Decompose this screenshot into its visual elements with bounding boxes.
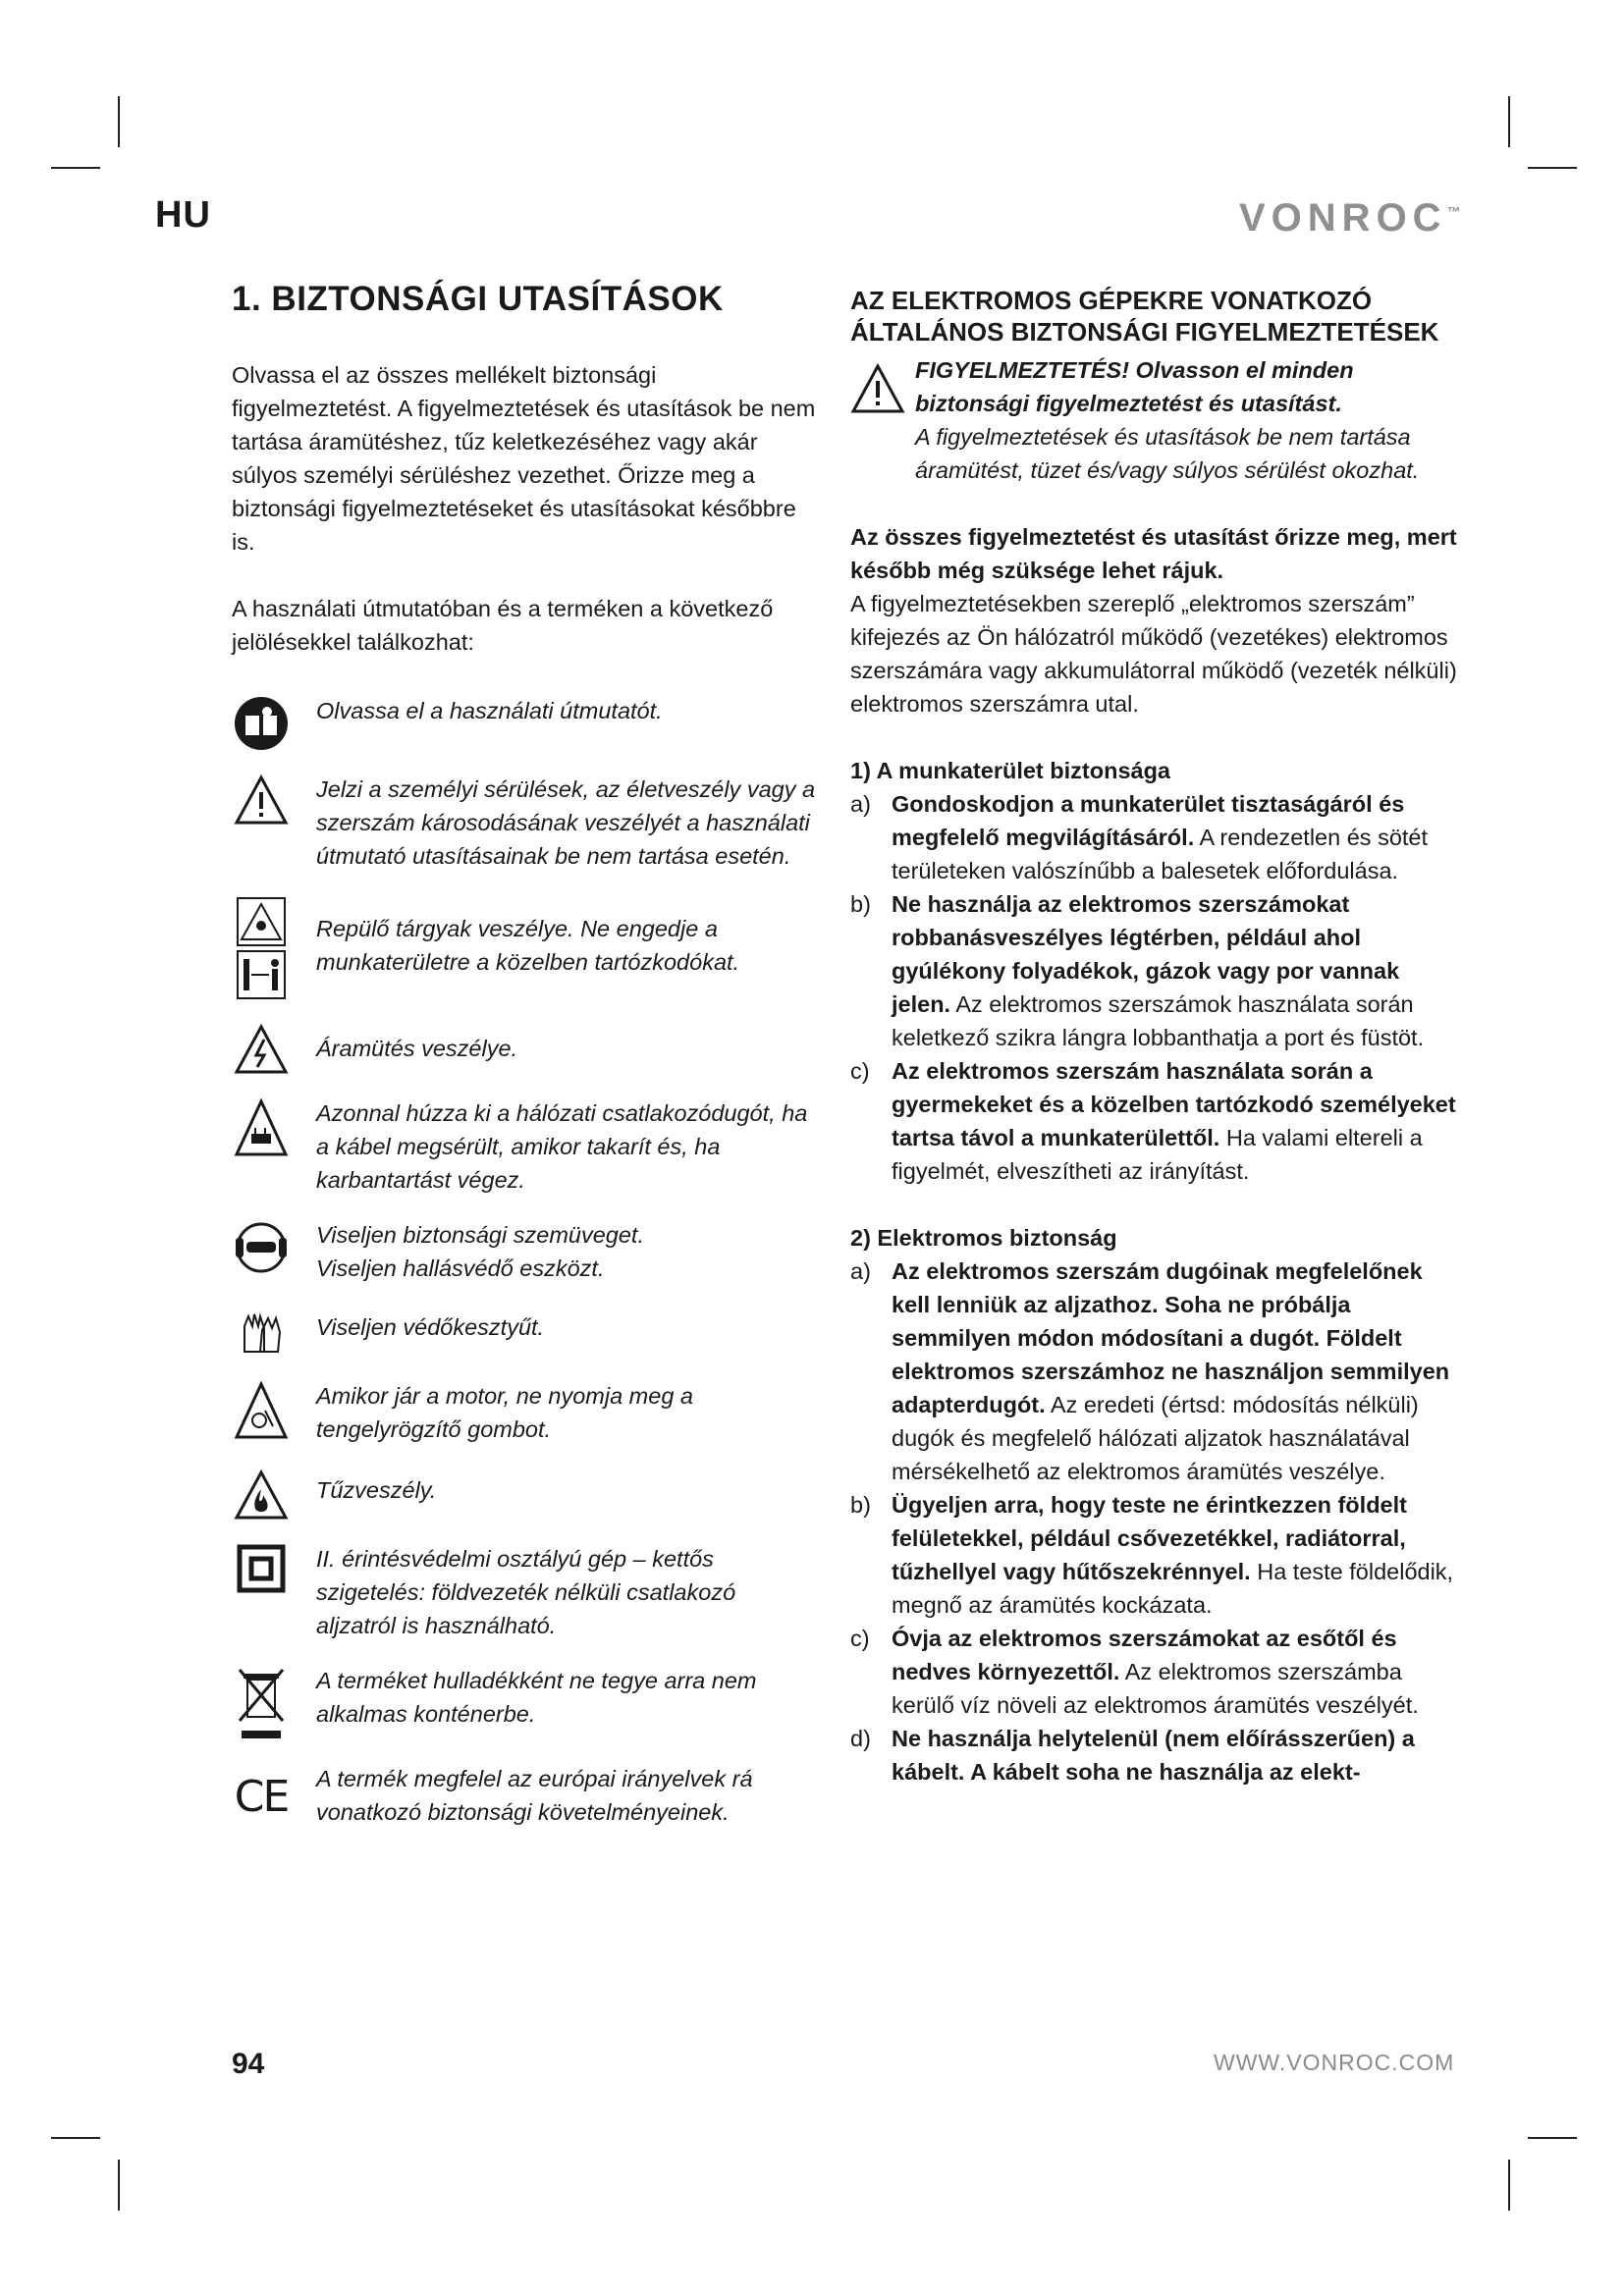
symbol-description: Viseljen biztonsági szemüveget. (316, 1222, 644, 1248)
symbol-description: Jelzi a személyi sérülések, az életveszély vagy a szerszám károsodásának veszélyét a használati útmutató utasításainak be nem tartása esetén. (316, 776, 816, 869)
gloves-icon (232, 1308, 291, 1358)
symbol-row (232, 894, 821, 1000)
symbol-row (232, 1468, 821, 1521)
item-label: b) (850, 1492, 871, 1518)
symbol-description: Áramütés veszélye. (316, 1036, 518, 1061)
item-bold: Ne használja helytelenül (nem előírásszerűen) a kábelt. A kábelt soha ne használja az elekt- (892, 1726, 1415, 1785)
section-title: 1. BIZTONSÁGI UTASÍTÁSOK (232, 280, 724, 318)
list-item (850, 1488, 1459, 1622)
symbols-intro: A használati útmutatóban és a terméken a következő jelölésekkel találkozhat: (232, 596, 774, 655)
item-label: b) (850, 891, 871, 917)
electric-shock-icon (232, 1024, 291, 1075)
warning-title: FIGYELMEZTETÉS! Olvasson el minden biztonsági figyelmeztetést és utasítást. (915, 357, 1354, 416)
list-item (850, 1255, 1459, 1488)
symbol-row (232, 773, 821, 873)
symbol-row (232, 1218, 821, 1285)
warning-icon (850, 363, 915, 419)
list-item (850, 1054, 1459, 1188)
crop-mark (51, 167, 100, 169)
symbol-row (232, 1307, 821, 1358)
symbol-row (232, 1542, 821, 1642)
crop-mark (1508, 2160, 1510, 2211)
item-text: Az elektromos szerszámba kerülő víz növeli az elektromos áramütés veszélyét. (892, 1659, 1419, 1718)
manual-icon (232, 696, 291, 751)
item-bold: Az elektromos szerszám dugóinak megfelelőnek kell lenniük az aljzathoz. Soha ne próbálja semmilyen módon módosítani a dugót. Földelt elektromos szerszámhoz ne használjon semmilyen adapterdugót. (892, 1258, 1450, 1417)
crop-mark (118, 96, 120, 147)
item-label: a) (850, 1258, 871, 1284)
symbol-description: Olvassa el a használati útmutatót. (316, 698, 663, 723)
list-item (850, 887, 1459, 1054)
crossed-bin-icon (232, 1666, 291, 1740)
crop-mark (1508, 96, 1510, 147)
warning-text: A figyelmeztetések és utasítások be nem tartása áramütést, tüzet és/vagy súlyos sérülést okozhat. (915, 424, 1420, 483)
item-label: c) (850, 1626, 870, 1651)
symbol-description: Viseljen hallásvédő eszközt. (316, 1255, 605, 1281)
symbol-row (232, 1664, 821, 1740)
fire-icon (232, 1469, 291, 1521)
item-bold: Ügyeljen arra, hogy teste ne érintkezzen földelt felületekkel, például csővezetékkel, radiátorral, tűzhellyel vagy hűtőszekrénnyel. (892, 1492, 1407, 1584)
symbol-description: Amikor jár a motor, ne nyomja meg a tengelyrögzítő gombot. (316, 1383, 693, 1442)
symbol-description: A termék megfelel az európai irányelvek rá vonatkozó biztonsági követelményeinek. (316, 1766, 753, 1825)
list-item (850, 787, 1459, 887)
list-item (850, 1622, 1459, 1722)
item-label: a) (850, 791, 871, 817)
symbol-description: A terméket hulladékként ne tegye arra nem alkalmas konténerbe. (316, 1668, 757, 1727)
subsection-title: 2) Elektromos biztonság (850, 1225, 1117, 1251)
language-code: HU (155, 194, 211, 236)
left-column (232, 280, 821, 1850)
double-insulation-icon (232, 1544, 291, 1593)
symbol-row (232, 1096, 821, 1197)
symbol-description: Viseljen védőkesztyűt. (316, 1314, 545, 1340)
subsection-title: 1) A munkaterület biztonsága (850, 758, 1171, 783)
item-label: d) (850, 1726, 871, 1751)
crop-mark (1528, 2137, 1577, 2139)
item-bold: Az elektromos szerszám használata során a gyermekeket és a közelben tartózkodó személyeket tartsa távol a munkaterülettől. (892, 1058, 1456, 1150)
keep-instructions-text: A figyelmeztetésekben szereplő „elektromos szerszám” kifejezés az Ön hálózatról működő (vezetékes) elektromos szerszámára vagy akkumulátorral működő (vezeték nélküli) elektromos szerszámra utal. (850, 591, 1457, 717)
symbol-description: Azonnal húzza ki a hálózati csatlakozódugót, ha a kábel megsérült, amikor takarít és, ha karbantartást végez. (316, 1100, 808, 1193)
warning-block (850, 353, 1459, 487)
item-bold: Gondoskodjon a munkaterület tisztaságáról és megfelelő megvilágításáról. (892, 791, 1405, 850)
crop-mark (51, 2137, 100, 2139)
symbol-row (232, 694, 821, 751)
item-text: A rendezetlen és sötét területeken valószínűbb a balesetek előfordulása. (892, 825, 1429, 883)
crop-mark (118, 2160, 120, 2211)
symbol-row (232, 1022, 821, 1075)
warning-icon (232, 774, 291, 826)
goggles-earmuffs-icon (232, 1220, 291, 1275)
page-number: 94 (232, 2048, 265, 2080)
website-url: WWW.VONROC.COM (1214, 2050, 1455, 2075)
item-bold: Ne használja az elektromos szerszámokat robbanásveszélyes légtérben, például ahol gyúlékony folyadékok, gázok vagy por vannak jelen. (892, 891, 1400, 1017)
brand-logo: VONROC™ (1239, 196, 1461, 240)
symbol-row (232, 1762, 821, 1829)
item-text: Az elektromos szerszámok használata során keletkező szikra lángra lobbanthatja a port és füstöt. (892, 991, 1425, 1050)
keep-instructions-title: Az összes figyelmeztetést és utasítást őrizze meg, mert később még szüksége lehet rájuk. (850, 524, 1457, 583)
symbol-description: Repülő tárgyak veszélye. Ne engedje a munkaterületre a közelben tartózkodókat. (316, 916, 740, 975)
item-bold: Óvja az elektromos szerszámokat az esőtől és nedves környezettől. (892, 1626, 1397, 1684)
list-item (850, 1722, 1459, 1789)
item-text: Ha valami eltereli a figyelmét, elveszítheti az irányítást. (892, 1125, 1423, 1184)
symbol-description: Tűzveszély. (316, 1477, 437, 1503)
item-label: c) (850, 1058, 870, 1084)
unplug-icon (232, 1098, 291, 1157)
symbol-row (232, 1379, 821, 1446)
item-text: Az eredeti (értsd: módosítás nélküli) dugók és megfelelő hálózati aljzatok használatával mérsékelhető az elektromos áramütés veszélye. (892, 1392, 1419, 1484)
flying-objects-icon (232, 896, 291, 1000)
item-text: Ha teste földelődik, megnő az áramütés kockázata. (892, 1559, 1454, 1618)
spindle-lock-icon (232, 1381, 291, 1440)
crop-mark (1528, 167, 1577, 169)
brand-name: VONROC (1239, 196, 1447, 240)
symbol-description: II. érintésvédelmi osztályú gép – kettős szigetelés: földvezeték nélküli csatlakozó aljzatról is használható. (316, 1546, 736, 1638)
section-heading: AZ ELEKTROMOS GÉPEKRE VONATKOZÓ ÁLTALÁNOS BIZTONSÁGI FIGYELMEZTETÉSEK (850, 286, 1439, 347)
right-column (850, 285, 1459, 1789)
ce-mark-icon: CE (234, 1772, 289, 1822)
intro-paragraph: Olvassa el az összes mellékelt biztonsági figyelmeztetést. A figyelmeztetések és utasítások be nem tartása áramütéshez, tűz keletkezéséhez vagy akár súlyos személyi sérüléshez vezethet. Őrizze meg a biztonsági figyelmeztetéseket és utasításokat későbbre is. (232, 362, 816, 555)
